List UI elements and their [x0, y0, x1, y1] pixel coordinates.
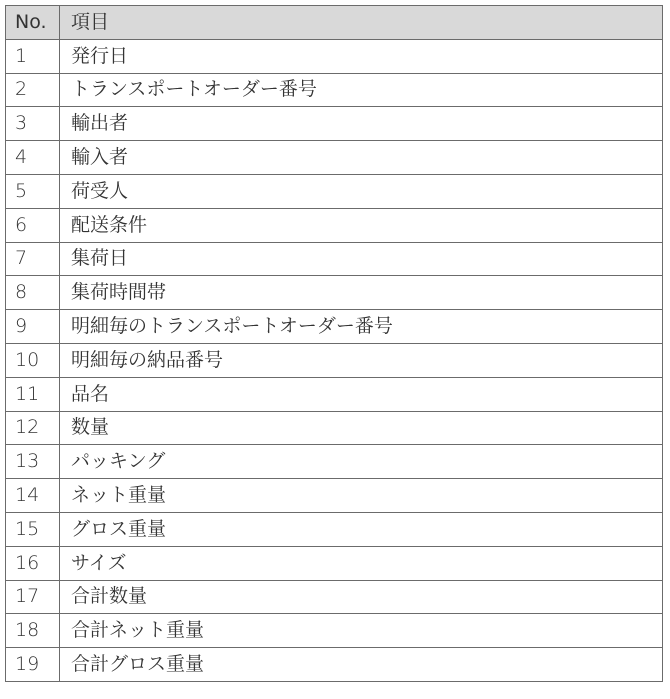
table-row: [6, 141, 663, 175]
row-item: 明細毎の納品番号: [60, 343, 663, 377]
table-row: [6, 580, 663, 614]
row-item: 発行日: [60, 39, 663, 73]
row-item: ネット重量: [60, 479, 663, 513]
row-no: 12: [6, 411, 60, 445]
table-row: [6, 107, 663, 141]
row-no: 18: [6, 614, 60, 648]
row-no: 5: [6, 174, 60, 208]
row-item: 集荷時間帯: [60, 276, 663, 310]
table-row: [6, 377, 663, 411]
row-item: パッキング: [60, 445, 663, 479]
row-no: 14: [6, 479, 60, 513]
table-row: [6, 242, 663, 276]
row-item: 明細毎のトランスポートオーダー番号: [60, 310, 663, 344]
table-row: [6, 614, 663, 648]
row-no: 17: [6, 580, 60, 614]
row-item: 合計グロス重量: [60, 648, 663, 682]
row-item: グロス重量: [60, 512, 663, 546]
table-row: [6, 310, 663, 344]
table-header: [6, 6, 663, 40]
row-no: 4: [6, 141, 60, 175]
table-row: [6, 39, 663, 73]
header-no: No.: [6, 6, 60, 40]
header-item: 項目: [60, 6, 663, 40]
table-row: [6, 276, 663, 310]
table-row: [6, 512, 663, 546]
row-item: 荷受人: [60, 174, 663, 208]
header-row: [6, 6, 663, 40]
table-row: [6, 445, 663, 479]
row-no: 16: [6, 546, 60, 580]
row-item: 品名: [60, 377, 663, 411]
table-row: [6, 208, 663, 242]
row-item: 輸入者: [60, 141, 663, 175]
row-no: 7: [6, 242, 60, 276]
row-item: 集荷日: [60, 242, 663, 276]
row-no: 6: [6, 208, 60, 242]
items-table-container: [5, 5, 662, 682]
row-no: 2: [6, 73, 60, 107]
row-item: サイズ: [60, 546, 663, 580]
row-no: 13: [6, 445, 60, 479]
table-row: [6, 73, 663, 107]
row-item: 数量: [60, 411, 663, 445]
row-item: 配送条件: [60, 208, 663, 242]
row-item: 合計数量: [60, 580, 663, 614]
row-no: 19: [6, 648, 60, 682]
row-no: 1: [6, 39, 60, 73]
row-no: 3: [6, 107, 60, 141]
table-row: [6, 648, 663, 682]
row-no: 11: [6, 377, 60, 411]
items-table: [5, 5, 663, 682]
table-row: [6, 174, 663, 208]
row-item: 合計ネット重量: [60, 614, 663, 648]
row-item: 輸出者: [60, 107, 663, 141]
row-no: 10: [6, 343, 60, 377]
table-row: [6, 343, 663, 377]
row-no: 15: [6, 512, 60, 546]
table-row: [6, 546, 663, 580]
row-no: 9: [6, 310, 60, 344]
table-row: [6, 479, 663, 513]
row-item: トランスポートオーダー番号: [60, 73, 663, 107]
table-body: [6, 39, 663, 681]
row-no: 8: [6, 276, 60, 310]
table-row: [6, 411, 663, 445]
